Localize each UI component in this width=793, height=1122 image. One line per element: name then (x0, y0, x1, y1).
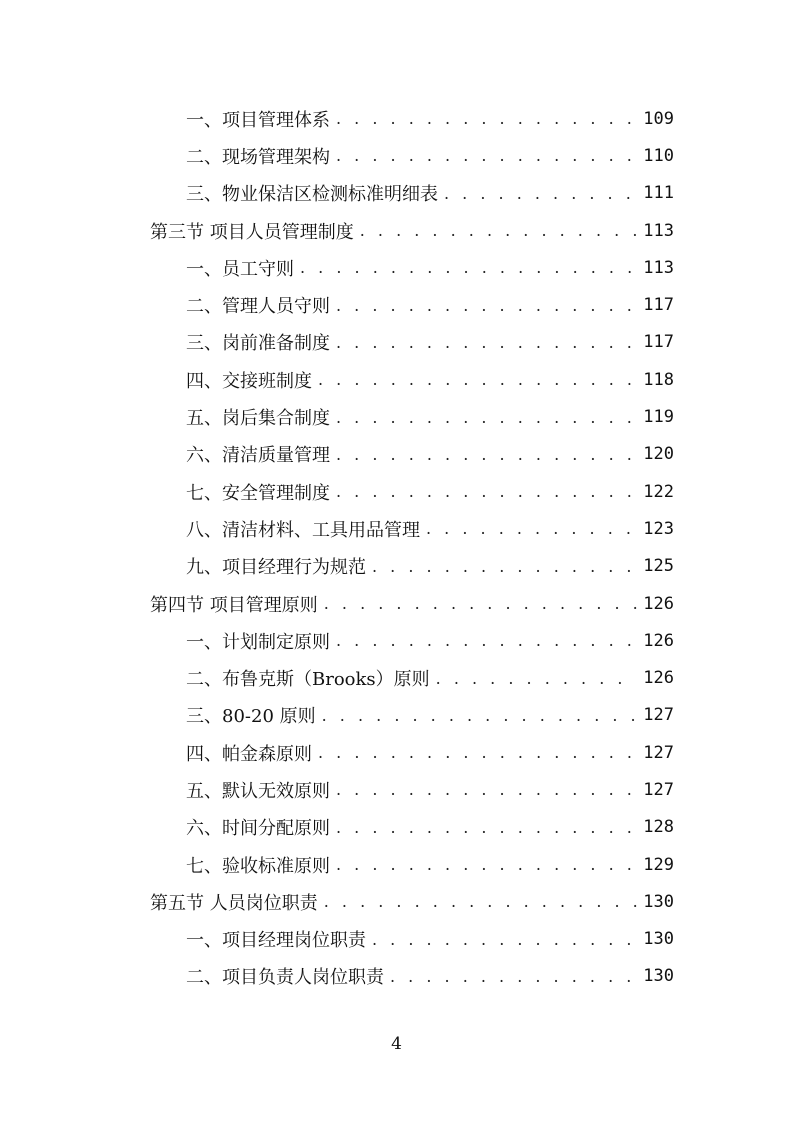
toc-entry-page: 127 (643, 742, 674, 763)
toc-entry[interactable] (150, 361, 674, 398)
toc-entry[interactable] (150, 809, 674, 846)
toc-entry-title: 七、安全管理制度 (186, 482, 330, 504)
toc-dot-leader (324, 892, 638, 911)
toc-dot-leader (336, 855, 637, 874)
toc-entry-title: 九、项目经理行为规范 (186, 557, 366, 579)
toc-dot-leader (336, 818, 637, 837)
toc-entry-page: 122 (643, 481, 674, 502)
toc-entry-page: 113 (643, 257, 674, 278)
toc-entry-page: 111 (643, 183, 674, 204)
toc-entry-page: 125 (643, 556, 674, 577)
toc-dot-leader (372, 557, 637, 576)
toc-entry-page: 117 (643, 295, 674, 316)
toc-dot-leader (322, 706, 638, 725)
toc-entry-title: 八、清洁材料、工具用品管理 (186, 519, 420, 541)
toc-entry-title: 六、清洁质量管理 (186, 445, 330, 467)
toc-entry-title: 一、项目经理岗位职责 (186, 930, 366, 952)
toc-entry-title: 五、岗后集合制度 (186, 408, 330, 430)
toc-entry-page: 127 (643, 779, 674, 800)
toc-entry[interactable] (150, 846, 674, 883)
toc-entry[interactable] (150, 137, 674, 174)
toc-entry[interactable] (150, 398, 674, 435)
toc-dot-leader (426, 519, 637, 538)
toc-entry-title: 七、验收标准原则 (186, 855, 330, 877)
toc-dot-leader (300, 258, 637, 277)
toc-dot-leader (444, 184, 637, 203)
toc-dot-leader (318, 370, 637, 389)
toc-entry-page: 126 (643, 630, 674, 651)
toc-entry-page: 123 (643, 518, 674, 539)
toc-entry-title: 二、布鲁克斯（Brooks）原则 (186, 669, 430, 691)
toc-section-entry[interactable] (150, 883, 674, 920)
toc-dot-leader (324, 594, 638, 613)
toc-dot-leader (372, 930, 637, 949)
toc-entry-page: 113 (643, 220, 674, 241)
toc-dot-leader (436, 669, 638, 688)
toc-dot-leader (336, 333, 637, 352)
toc-entry[interactable] (150, 510, 674, 547)
toc-entry-title: 四、交接班制度 (186, 370, 312, 392)
toc-entry[interactable] (150, 473, 674, 510)
toc-entry-page: 119 (643, 407, 674, 428)
toc-entry-title: 三、岗前准备制度 (186, 333, 330, 355)
toc-entry-title: 二、项目负责人岗位职责 (186, 967, 384, 989)
toc-entry-page: 127 (643, 705, 674, 726)
toc-dot-leader (336, 296, 637, 315)
toc-entry[interactable] (150, 175, 674, 212)
toc-dot-leader (318, 743, 637, 762)
toc-entry-title: 四、帕金森原则 (186, 743, 312, 765)
toc-entry[interactable] (150, 958, 674, 995)
toc-section-entry[interactable] (150, 212, 674, 249)
toc-entry-page: 130 (643, 891, 674, 912)
toc-dot-leader (336, 408, 637, 427)
toc-dot-leader (360, 221, 638, 240)
toc-entry-page: 130 (643, 929, 674, 950)
page-number: 4 (391, 1034, 402, 1054)
toc-entry-title: 一、计划制定原则 (186, 631, 330, 653)
toc-entry-page: 126 (643, 593, 674, 614)
toc-entry-page: 120 (643, 444, 674, 465)
toc-section-entry[interactable] (150, 585, 674, 622)
toc-entry-page: 109 (643, 108, 674, 129)
toc-entry[interactable] (150, 697, 674, 734)
toc-entry-page: 128 (643, 817, 674, 838)
toc-entry[interactable] (150, 436, 674, 473)
toc-entry[interactable] (150, 771, 674, 808)
toc-entry[interactable] (150, 659, 674, 696)
toc-entry[interactable] (150, 622, 674, 659)
toc-entry-page: 129 (643, 854, 674, 875)
toc-dot-leader (336, 445, 637, 464)
toc-entry[interactable] (150, 100, 674, 137)
toc-entry-title: 五、默认无效原则 (186, 780, 330, 802)
toc-entry-page: 126 (643, 668, 674, 689)
toc-entry-title: 三、80-20 原则 (186, 706, 316, 728)
toc-dot-leader (336, 482, 637, 501)
toc-dot-leader (336, 631, 637, 650)
toc-entry-title: 六、时间分配原则 (186, 818, 330, 840)
toc-entry[interactable] (150, 548, 674, 585)
toc-entry-title: 第五节 人员岗位职责 (150, 892, 318, 914)
toc-entry-page: 110 (643, 145, 674, 166)
toc-dot-leader (390, 967, 637, 986)
toc-entry-page: 130 (643, 966, 674, 987)
toc-entry[interactable] (150, 921, 674, 958)
toc-entry[interactable] (150, 324, 674, 361)
toc-entry-page: 118 (643, 369, 674, 390)
toc-entry-title: 一、项目管理体系 (186, 109, 330, 131)
toc-entry-title: 三、物业保洁区检测标准明细表 (186, 184, 438, 206)
toc-dot-leader (336, 146, 637, 165)
toc-entry-title: 第四节 项目管理原则 (150, 594, 318, 616)
toc-entry-title: 一、员工守则 (186, 258, 294, 280)
toc-entry-page: 117 (643, 332, 674, 353)
toc-entry[interactable] (150, 286, 674, 323)
toc-entry-title: 二、现场管理架构 (186, 146, 330, 168)
table-of-contents (150, 100, 674, 995)
toc-entry-title: 二、管理人员守则 (186, 296, 330, 318)
toc-entry[interactable] (150, 734, 674, 771)
toc-entry-title: 第三节 项目人员管理制度 (150, 221, 354, 243)
toc-entry[interactable] (150, 249, 674, 286)
toc-dot-leader (336, 109, 637, 128)
toc-dot-leader (336, 780, 637, 799)
